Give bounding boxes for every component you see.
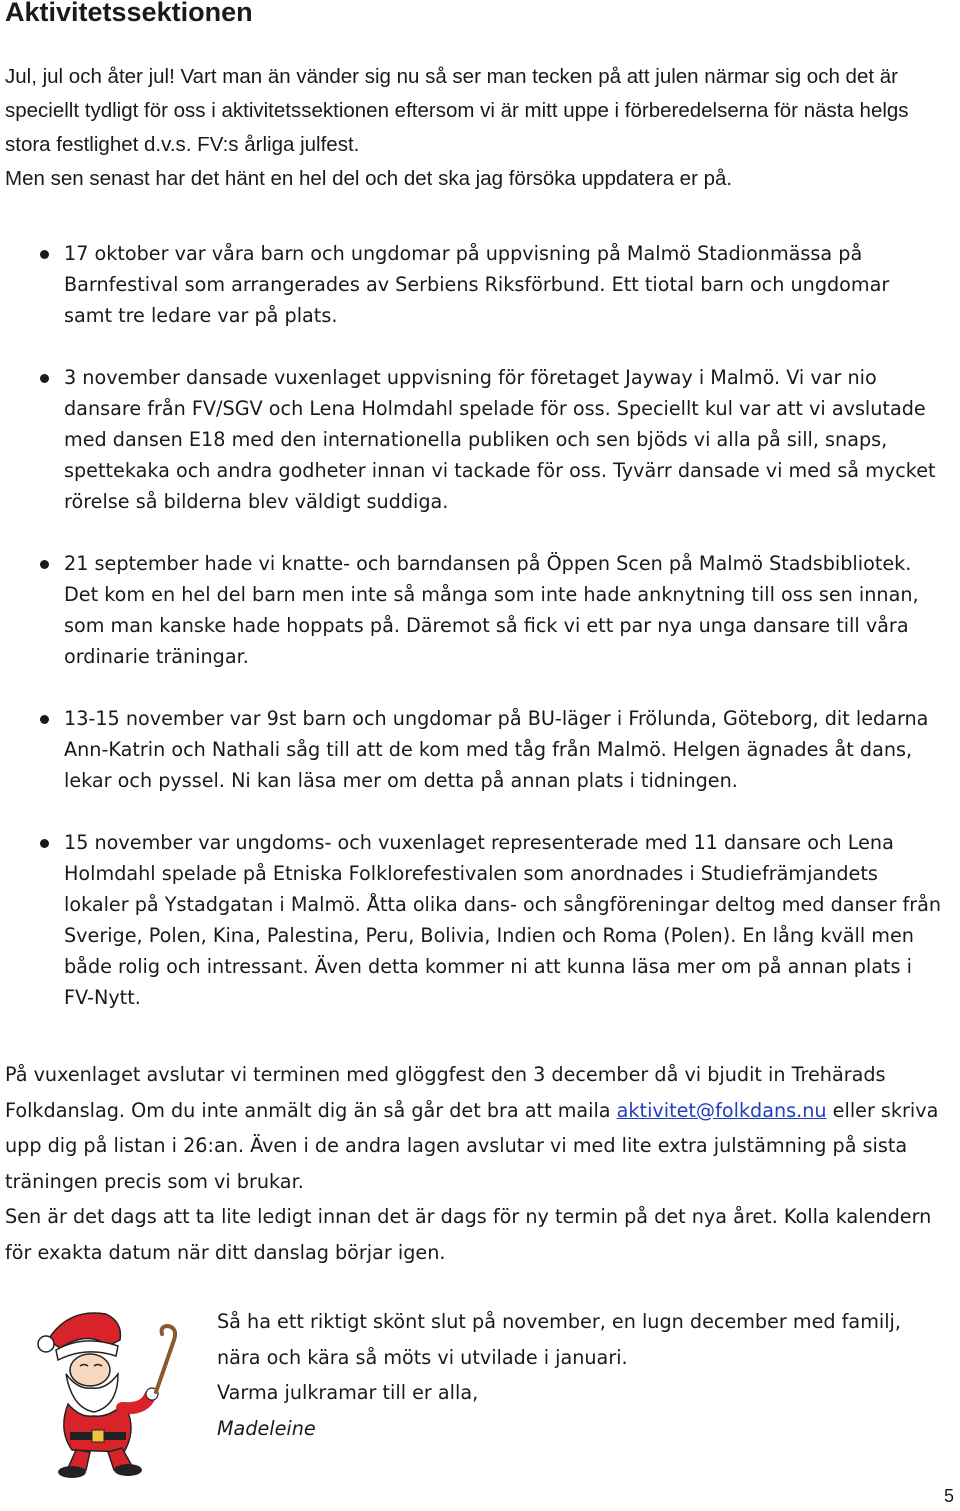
activity-list: [0, 238, 960, 1044]
intro-paragraph: [5, 60, 955, 196]
bullet-icon: [40, 374, 49, 383]
bullet-icon: [40, 715, 49, 724]
bullet-icon: [40, 250, 49, 259]
list-item: [0, 238, 960, 331]
list-item-text: 21 september hade vi knatte- och barndansen på Öppen Scen på Malmö Stadsbibliotek. Det kom en hel del barn men inte så många som inte hade anknytning till oss sen innan, som man kanske hade hoppats på. Däremot så fick vi ett par nya unga dansare till våra ordinarie träningar.: [64, 552, 919, 668]
outro-paragraph-2: Sen är det dags att ta lite ledigt innan det är dags för ny termin på det nya året. Kolla kalendern för exakta datum när ditt danslag börjar igen.: [5, 1205, 932, 1264]
closing-message: [217, 1304, 947, 1446]
closing-line: Så ha ett riktigt skönt slut på november, en lugn december med familj, nära och kära så möts vi utvilade i januari.: [217, 1310, 901, 1369]
email-link[interactable]: aktivitet@folkdans.nu: [616, 1098, 827, 1122]
santa-illustration: [28, 1300, 183, 1480]
closing-greeting: Varma julkramar till er alla,: [217, 1381, 479, 1404]
bullet-icon: [40, 839, 49, 848]
list-item-text: 3 november dansade vuxenlaget uppvisning för företaget Jayway i Malmö. Vi var nio dansare från FV/SGV och Lena Holmdahl spelade för oss. Speciellt kul var att vi avslutade med dansen E18 med den internationella publiken och sen bjöds vi alla på sill, snaps, spettekaka och andra godheter innan vi tackade för oss. Tyvärr dansade vi med så mycket rörelse så bilderna blev väldigt suddiga.: [64, 366, 936, 513]
list-item: [0, 827, 960, 1013]
bullet-icon: [40, 560, 49, 569]
page-number: 5: [943, 1486, 954, 1506]
list-item-text: 13-15 november var 9st barn och ungdomar på BU-läger i Frölunda, Göteborg, dit ledarna Ann-Katrin och Nathali såg till att de kom med tåg från Malmö. Helgen ägnades åt dans, lekar och pyssel. Ni kan läsa mer om detta på annan plats i tidningen.: [64, 707, 929, 792]
outro-section: [5, 1057, 950, 1270]
intro-text: Jul, jul och åter jul! Vart man än vänder sig nu så ser man tecken på att julen närmar sig och det är speciellt tydligt för oss i aktivitetssektionen eftersom vi är mitt uppe i förberedelserna för nästa helgs stora festlighet d.v.s. FV:s årliga julfest.: [5, 65, 909, 156]
outro-text-after-link: eller skriva upp dig på listan i 26:an. Även i de andra lagen avslutar vi med lite extra julstämning på sista träningen precis som vi brukar.: [5, 1098, 939, 1193]
list-item-text: 15 november var ungdoms- och vuxenlaget representerade med 11 dansare och Lena Holmdahl spelade på Etniska Folklorefestivalen som anordnades i Studiefrämjandets lokaler på Ystadgatan i Malmö. Åtta olika dans- och sångföreningar deltog med danser från Sverige, Polen, Kina, Palestina, Peru, Bolivia, Indien och Roma (Polen). En lång kväll men både rolig och intressant. Även detta kommer ni att kunna läsa mer om på annan plats i FV-Nytt.: [64, 831, 942, 1009]
outro-text: På vuxenlaget avslutar vi terminen med glöggfest den 3 december då vi bjudit in Trehärads Folkdanslag. Om du inte anmält dig än så går det bra att maila: [5, 1063, 886, 1122]
list-item: [0, 548, 960, 672]
outro-paragraph: [5, 1057, 950, 1199]
list-item: [0, 703, 960, 796]
intro-text-2: Men sen senast har det hänt en hel del och det ska jag försöka uppdatera er på.: [5, 167, 733, 190]
list-item: [0, 362, 960, 517]
list-item-text: 17 oktober var våra barn och ungdomar på uppvisning på Malmö Stadionmässa på Barnfestival som arrangerades av Serbiens Riksförbund. Ett tiotal barn och ungdomar samt tre ledare var på plats.: [64, 242, 890, 327]
page-title: Aktivitetssektionen: [5, 0, 253, 27]
signature: Madeleine: [217, 1416, 316, 1440]
